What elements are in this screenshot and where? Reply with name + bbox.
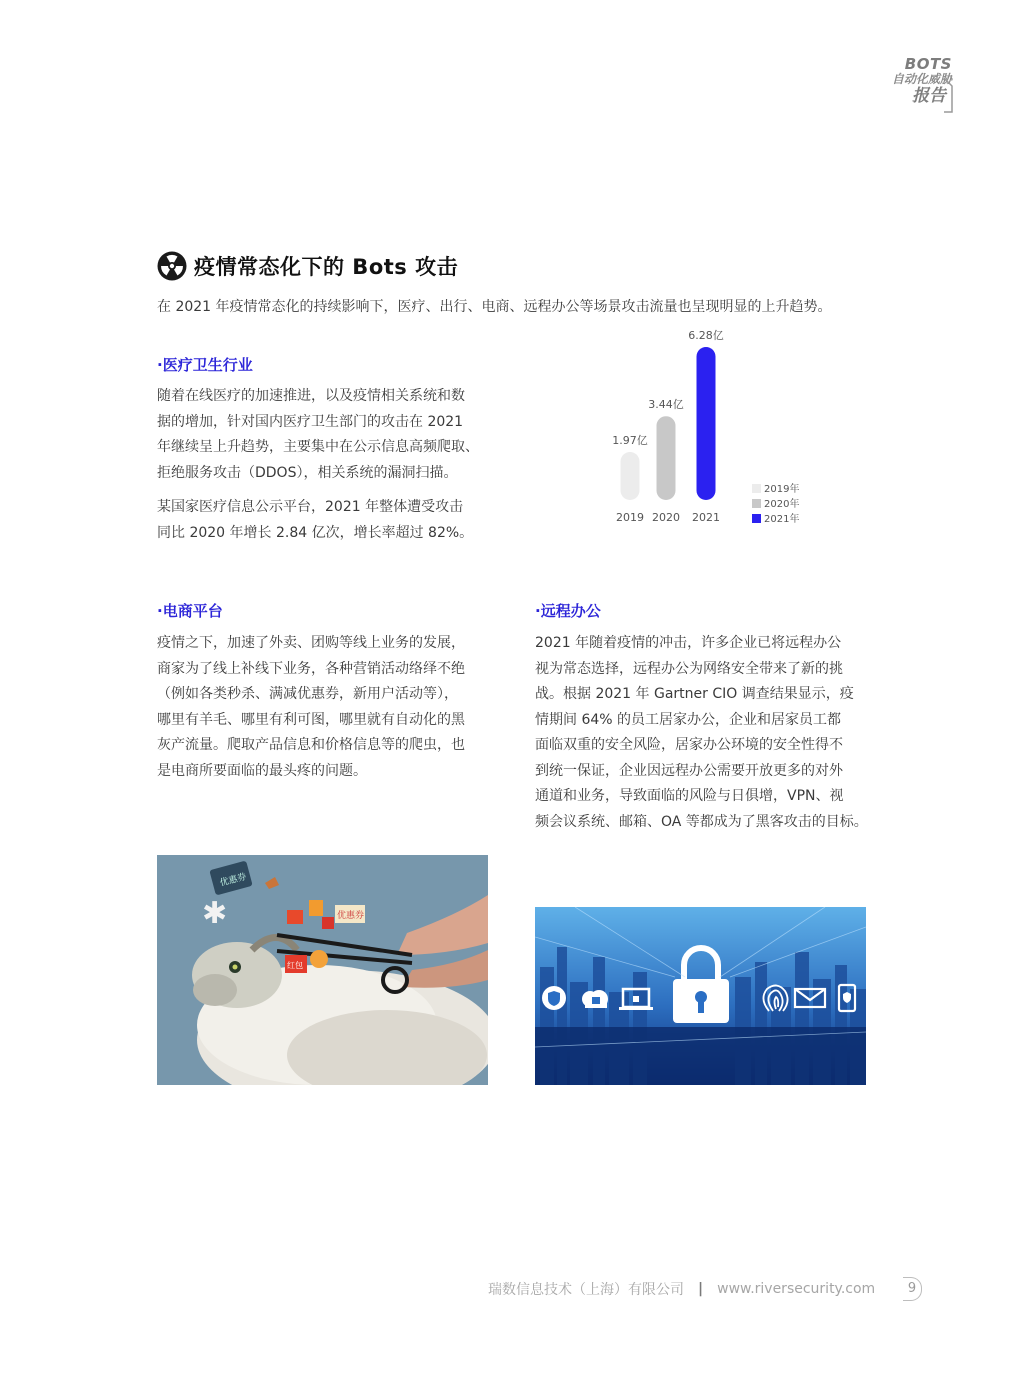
text-line: 面临双重的安全风险，居家办公环境的安全性得不 (535, 737, 843, 753)
subhead-medical: ·医疗卫生行业 (157, 356, 253, 374)
text-line: 视为常态选择，远程办公为网络安全带来了新的挑 (535, 660, 843, 677)
text-line: 同比 2020 年增长 2.84 亿次，增长率超过 82%。 (157, 524, 474, 541)
bar-2020 (657, 416, 676, 500)
report-logo (862, 56, 952, 114)
intro-text: 在 2021 年疫情常态化的持续影响下，医疗、出行、电商、远程办公等场景攻击流量也呈现明显的上升趋势。 (157, 299, 832, 315)
category-label: 2021 (692, 511, 720, 524)
attack-growth-chart (600, 320, 850, 535)
page-number: 9 (903, 1277, 922, 1301)
coupon-tag: 优惠券 (218, 872, 248, 889)
legend-label: 2021年 (764, 514, 800, 525)
remote-work-paragraph (535, 631, 875, 835)
company-website: www.riversecurity.com (717, 1281, 876, 1297)
text-line: 随着在线医疗的加速推进，以及疫情相关系统和数 (157, 388, 465, 404)
page-footer (488, 1279, 875, 1299)
section-heading (157, 249, 458, 283)
text-line: 据的增加，针对国内医疗卫生部门的攻击在 2021 (157, 413, 464, 430)
company-name: 瑞数信息技术（上海）有限公司 (488, 1282, 684, 1298)
footer-separator: | (698, 1281, 704, 1297)
subhead-ecommerce: ·电商平台 (157, 602, 223, 620)
medical-paragraph-2 (157, 495, 497, 546)
text-line: 通道和业务，导致面临的风险与日俱增，VPN、视 (535, 788, 844, 804)
text-line: 2021 年随着疫情的冲击，许多企业已将远程办公 (535, 635, 842, 651)
text-line: 疫情之下，加速了外卖、团购等线上业务的发展， (157, 635, 465, 651)
text-line: 商家为了线上补线下业务，各种营销活动络绎不绝 (157, 660, 465, 677)
cyber-security-image (535, 907, 866, 1085)
logo-line-subtitle: 自动化威胁 (891, 72, 952, 86)
section-title: 疫情常态化下的 Bots 攻击 (194, 255, 459, 279)
text-line: （例如各类秒杀、满减优惠券，新用户活动等）， (157, 686, 458, 702)
text-line: 年继续呈上升趋势，主要集中在公示信息高频爬取、 (157, 439, 479, 455)
data-label: 3.44亿 (648, 398, 684, 412)
text-line: 是电商所要面临的最头疼的问题。 (157, 762, 367, 779)
subhead-remote-work: ·远程办公 (535, 602, 601, 620)
logo-line-report: 报告 (912, 86, 946, 106)
text-line: 情期间 64% 的员工居家办公，企业和居家员工都 (535, 711, 842, 728)
ecommerce-paragraph (157, 631, 497, 784)
text-line: 拒绝服务攻击（DDOS），相关系统的漏洞扫描。 (157, 464, 458, 481)
bar-chart-svg (600, 320, 850, 535)
svg-text:✱: ✱ (202, 896, 228, 931)
legend-label: 2019年 (764, 484, 800, 495)
text-line: 灰产流量。爬取产品信息和价格信息等的爬虫，也 (157, 737, 465, 753)
bar-2021 (697, 347, 716, 500)
sheep-shearing-illustration (157, 855, 488, 1085)
radiation-icon (157, 251, 187, 281)
sheep-image-svg (157, 855, 488, 1085)
legend-swatch (752, 514, 761, 523)
legend-swatch (752, 499, 761, 508)
data-label: 6.28亿 (688, 329, 724, 342)
logo-line-bots: BOTS (904, 55, 952, 73)
legend-swatch (752, 484, 761, 493)
cloud-lock-icon (582, 990, 608, 1008)
data-label: 1.97亿 (612, 434, 648, 448)
text-line: 某国家医疗信息公示平台，2021 年整体遭受攻击 (157, 499, 464, 515)
coupon-tag: 红包 (287, 961, 303, 970)
security-image-svg (535, 907, 866, 1085)
bar-2019 (621, 452, 640, 500)
legend-label: 2020年 (764, 499, 800, 510)
text-line: 频会议系统、邮箱、OA 等都成为了黑客攻击的目标。 (535, 813, 868, 830)
medical-paragraph-1 (157, 384, 497, 486)
text-line: 到统一保证，企业因远程办公需要开放更多的对外 (535, 762, 843, 779)
logo-bracket-icon (942, 76, 956, 116)
category-label: 2019 (616, 511, 644, 524)
text-line: 哪里有羊毛、哪里有利可图，哪里就有自动化的黑 (157, 711, 465, 728)
text-line: 战。根据 2021 年 Gartner CIO 调查结果显示，疫 (535, 686, 854, 702)
coupon-tag: 优惠券 (337, 911, 365, 921)
category-label: 2020 (652, 511, 680, 524)
